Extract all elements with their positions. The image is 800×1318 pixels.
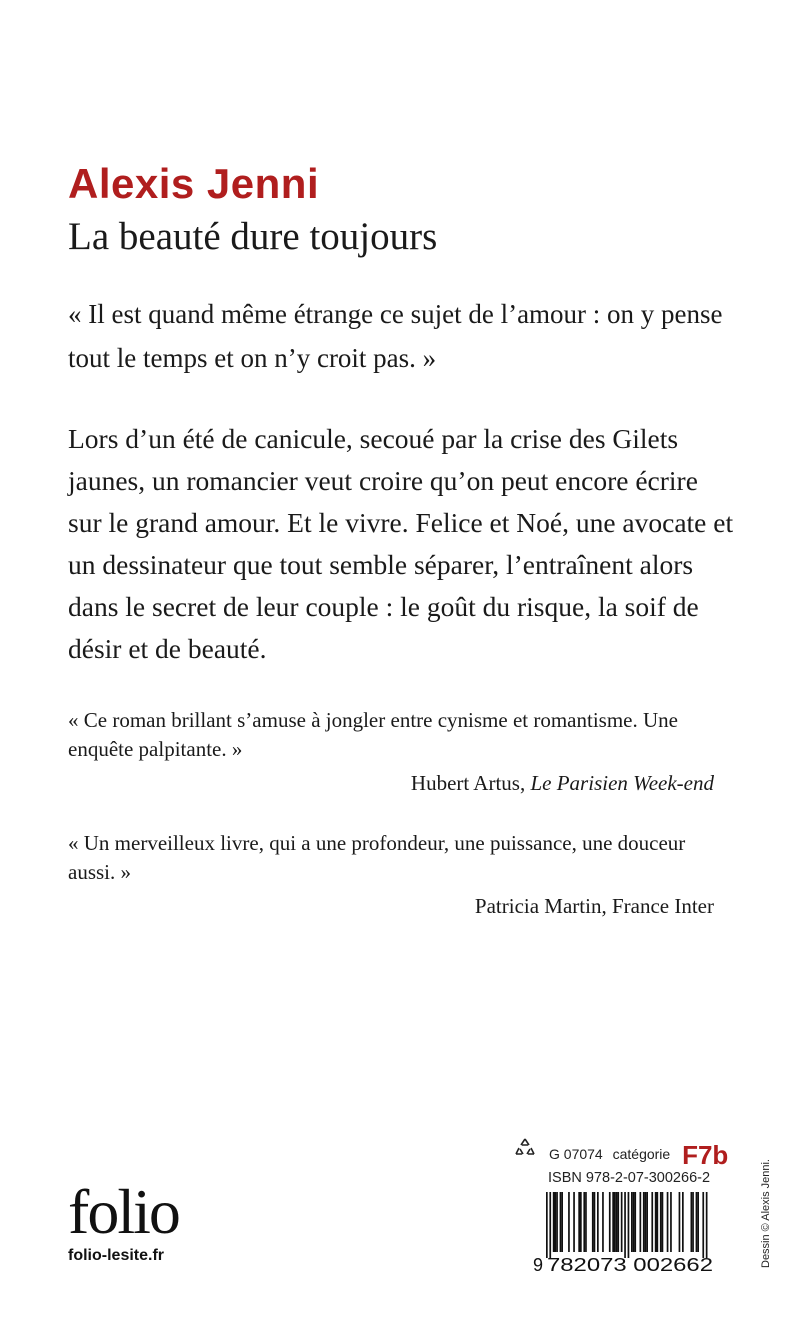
barcode-bar [696,1192,698,1252]
barcode-bar [568,1192,570,1252]
review-attribution-1 [411,771,714,796]
barcode-bar [682,1192,684,1252]
review-source-1: Le Parisien Week-end [530,771,714,795]
barcode-bar [692,1192,694,1252]
barcode-bar [616,1192,618,1252]
barcode-bar [624,1192,626,1258]
barcode-bar [614,1192,616,1252]
barcode-bar [597,1192,599,1252]
barcode-bar [640,1192,642,1252]
barcode-bar [621,1192,623,1252]
barcode-bar [655,1192,657,1252]
review-author-1: Hubert Artus, [410,771,526,795]
category-label: catégorie [612,1146,671,1163]
barcode-bar [657,1192,659,1252]
barcode-digits-lead: 9 [533,1255,544,1274]
isbn-barcode [532,1192,714,1274]
publisher-logo: folio [68,1176,179,1247]
barcode-bar [555,1192,557,1252]
barcode-bar [646,1192,648,1252]
barcode-bar [631,1192,633,1252]
review-quote-2: « Un merveilleux livre, qui a une profondeur, une puissance, une douceur aussi. » [68,831,686,884]
barcode-digits: 782073 002662 [547,1255,713,1274]
barcode-bar [583,1192,585,1252]
barcode-bar [602,1192,604,1252]
barcode-bar [578,1192,580,1252]
category-code: F7b [682,1140,729,1170]
barcode-bar [662,1192,664,1252]
product-codes [519,1140,728,1171]
barcode-bar [594,1192,596,1252]
book-summary: Lors d’un été de canicule, secoué par la crise des Gilets jaunes, un romancier veut croire qu’on peut encore écrire sur le grand amour. Et le vivre. Felice et Noé, une avocate et un dessinateur que tout semble séparer, l’entraînent alors dans le secret de leur couple : le goût du risque, la soif de désir et de beauté. [68,423,734,664]
barcode-bar [691,1192,693,1252]
review-quote-1: « Ce roman brillant s’amuse à jongler entre cynisme et romantisme. Une enquête palpitante. » [68,708,678,761]
illustration-credit: Dessin © Alexis Jenni. [760,1159,772,1268]
barcode-bar [549,1192,551,1258]
epigraph-quote: « Il est quand même étrange ce sujet de l’amour : on y pense tout le temps et on n’y croit pas. » [68,299,723,373]
barcode-bar [556,1192,558,1252]
barcode-bar [706,1192,708,1258]
barcode-bars [546,1192,708,1258]
barcode-bar [612,1192,614,1252]
barcode-bar [628,1192,630,1258]
barcode-bar [592,1192,594,1252]
product-code: G 07074 [549,1146,603,1163]
barcode-bar [651,1192,653,1252]
barcode-bar [670,1192,672,1252]
review-attribution-2: Patricia Martin, France Inter [474,894,714,918]
author-name: Alexis Jenni [68,160,320,207]
book-title: La beauté dure toujours [68,215,438,258]
barcode-bar [633,1192,635,1252]
barcode-bar [697,1192,699,1252]
barcode-bar [585,1192,587,1252]
barcode-bar [553,1192,555,1252]
barcode-bar [660,1192,662,1252]
barcode-bar [679,1192,681,1252]
publisher-website[interactable]: folio-lesite.fr [68,1247,165,1264]
barcode-bar [634,1192,636,1252]
barcode-bar [561,1192,563,1252]
isbn-number: ISBN 978-2-07-300266-2 [548,1170,711,1186]
barcode-bar [702,1192,704,1258]
barcode-bar [667,1192,669,1252]
barcode-bar [645,1192,647,1252]
barcode-bar [580,1192,582,1252]
barcode-bar [573,1192,575,1252]
barcode-bar [609,1192,611,1252]
barcode-bar [560,1192,562,1252]
barcode-bar [643,1192,645,1252]
barcode-bar [617,1192,619,1252]
barcode-bar [546,1192,548,1258]
